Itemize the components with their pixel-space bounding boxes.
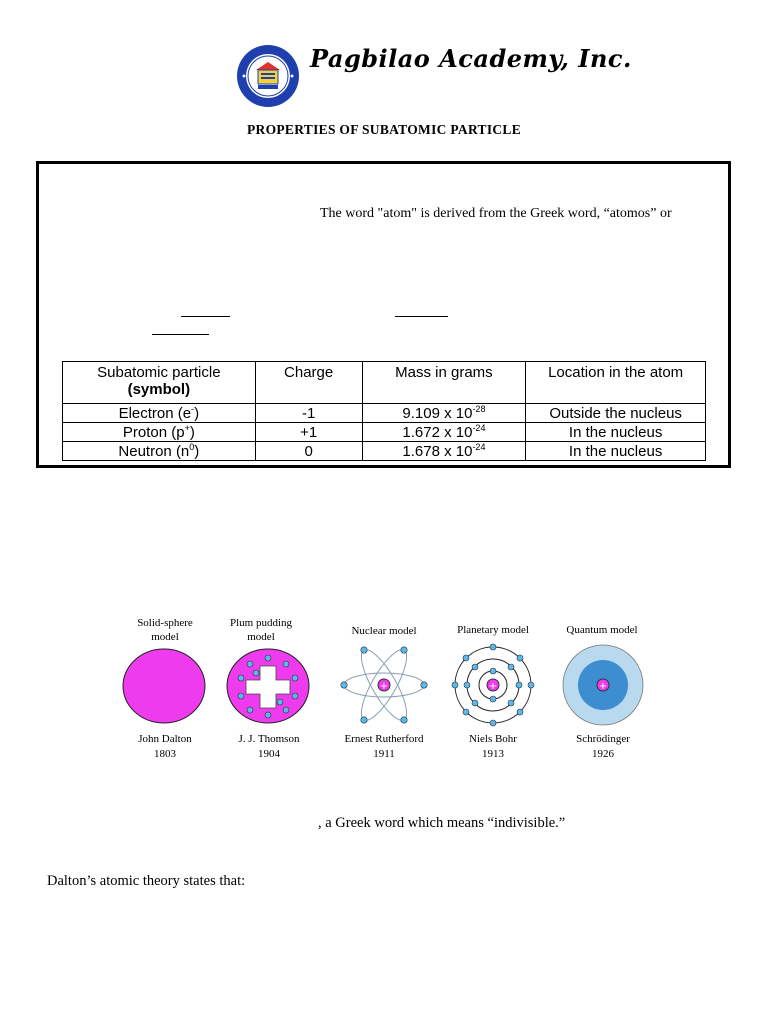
- table-row: [63, 442, 706, 461]
- model-label: Planetary model: [457, 624, 529, 636]
- planetary-model-icon: [452, 644, 534, 726]
- school-name: Pagbilao Academy, Inc.: [310, 44, 632, 73]
- model-caption: John Dalton 1803: [138, 733, 192, 760]
- model-caption: Ernest Rutherford 1911: [344, 733, 424, 760]
- particle-cell: Electron (e-): [63, 404, 256, 423]
- location-cell: In the nucleus: [526, 423, 706, 442]
- table-header-row: [63, 362, 706, 404]
- nuclear-model-icon: [341, 644, 427, 725]
- header-symbol: (symbol): [127, 381, 191, 398]
- table-row: [63, 423, 706, 442]
- header-particle: Subatomic particle: [97, 364, 221, 381]
- model-caption: J. J. Thomson 1904: [238, 733, 300, 760]
- model-caption: Niels Bohr 1913: [469, 733, 517, 760]
- mass-cell: 9.109 x $10^{-28}$: [362, 404, 526, 423]
- atomic-models-figure: [110, 612, 670, 772]
- mass-cell: 1.678 x $10^{-24}$: [362, 442, 526, 461]
- model-label: Nuclear model: [351, 625, 417, 637]
- quantum-model-icon: [563, 645, 643, 725]
- school-seal-icon: [236, 44, 300, 108]
- page-title: PROPERTIES OF SUBATOMIC PARTICLE: [246, 122, 522, 137]
- table-header: [63, 362, 256, 404]
- svg-text:+: +: [488, 681, 498, 692]
- particle-cell: Proton (p+): [63, 423, 256, 442]
- table-header: Mass in grams: [362, 362, 526, 404]
- table-header: Location in the atom: [526, 362, 706, 404]
- dalton-theory-text: Dalton’s atomic theory states that:: [47, 873, 246, 889]
- fill-in-blank: [395, 316, 448, 317]
- table-header: Charge: [255, 362, 362, 404]
- model-label: Plum pudding model: [229, 617, 293, 643]
- fill-in-blank: [181, 316, 230, 317]
- greek-word-text: , a Greek word which means “indivisible.”: [318, 815, 566, 831]
- charge-cell: -1: [255, 404, 362, 423]
- particle-cell: Neutron $(n^0)$: [63, 442, 256, 461]
- location-cell: Outside the nucleus: [526, 404, 706, 423]
- solid-sphere-icon: [123, 649, 205, 723]
- table-row: [63, 404, 706, 423]
- model-label: Quantum model: [566, 624, 638, 636]
- fill-in-blank: [152, 334, 209, 335]
- model-label: Solid-sphere model: [137, 617, 193, 643]
- intro-text: The word "atom" is derived from the Greek word, “atomos” or: [320, 206, 672, 221]
- mass-cell: 1.672 x $10^{-24}$: [362, 423, 526, 442]
- svg-text:+: +: [598, 681, 608, 692]
- subatomic-particle-table: [62, 361, 706, 461]
- model-caption: Schrödinger 1926: [576, 733, 630, 760]
- charge-cell: +1: [255, 423, 362, 442]
- plum-pudding-icon: [227, 649, 309, 723]
- charge-cell: 0: [255, 442, 362, 461]
- svg-text:+: +: [379, 681, 389, 692]
- location-cell: In the nucleus: [526, 442, 706, 461]
